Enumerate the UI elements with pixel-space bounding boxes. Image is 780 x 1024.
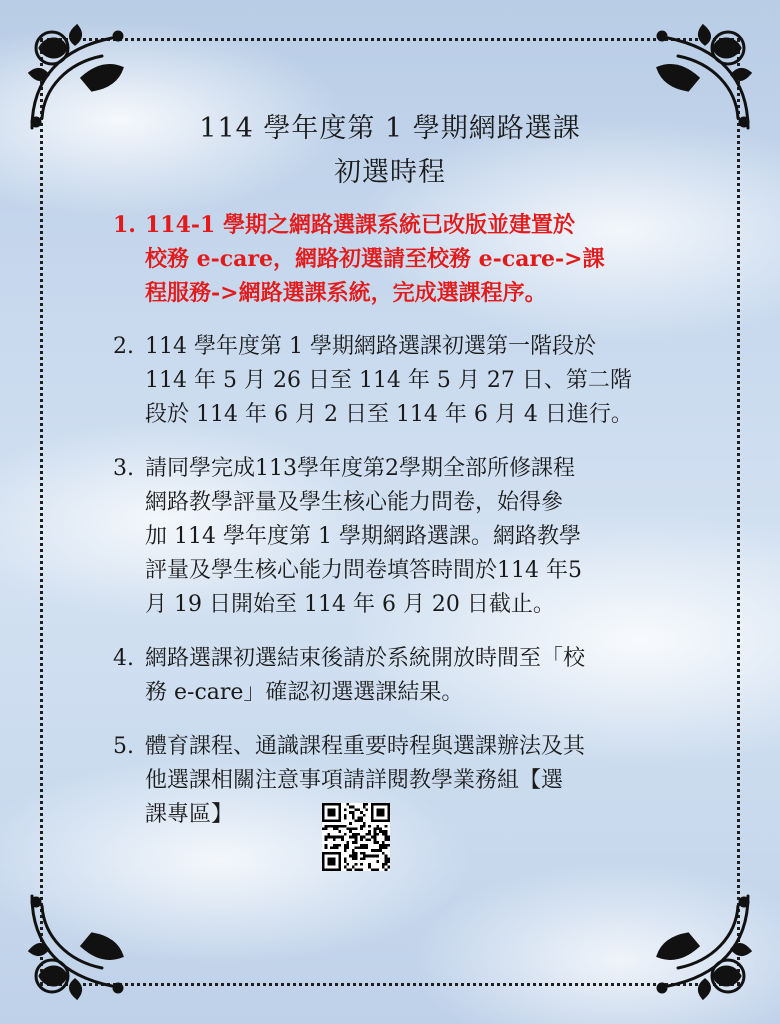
page-title: 114 學年度第 1 學期網路選課 bbox=[199, 113, 581, 144]
notice-item-4 bbox=[113, 642, 673, 710]
ornamental-corner-icon bbox=[638, 886, 758, 1006]
page-subtitle: 初選時程 bbox=[334, 157, 446, 188]
item-line: 評量及學生核心能力問卷填答時間於114 年5 bbox=[145, 558, 582, 583]
notice-item-2 bbox=[113, 330, 673, 432]
item-line: 校務 e-care，網路初選請至校務 e-care->課 bbox=[145, 246, 605, 272]
item-line: 請同學完成113學年度第2學期全部所修課程 bbox=[145, 456, 575, 481]
item-number: 5. bbox=[113, 734, 134, 759]
notice-item-3 bbox=[113, 452, 673, 622]
item-line: 114 年 5 月 26 日至 114 年 5 月 27 日、第二階 bbox=[145, 368, 632, 393]
item-number: 1. bbox=[113, 212, 136, 238]
item-line: 月 19 日開始至 114 年 6 月 20 日截止。 bbox=[145, 592, 555, 617]
item-line: 114-1 學期之網路選課系統已改版並建置於 bbox=[145, 212, 576, 238]
item-line: 114 學年度第 1 學期網路選課初選第一階段於 bbox=[145, 334, 596, 359]
item-number: 2. bbox=[113, 334, 134, 359]
item-line: 課專區】 bbox=[145, 802, 234, 827]
notice-item-1 bbox=[113, 208, 673, 310]
item-line: 他選課相關注意事項請詳閱教學業務組【選 bbox=[145, 768, 564, 793]
ornamental-corner-icon bbox=[22, 886, 142, 1006]
item-line: 務 e-care」確認初選選課結果。 bbox=[145, 680, 464, 705]
item-line: 程服務->網路選課系統，完成選課程序。 bbox=[145, 280, 547, 306]
item-line: 體育課程、通識課程重要時程與選課辦法及其 bbox=[145, 734, 586, 759]
item-line: 網路選課初選結束後請於系統開放時間至「校 bbox=[145, 646, 586, 671]
item-number: 3. bbox=[113, 456, 134, 481]
item-line: 網路教學評量及學生核心能力問卷，始得參 bbox=[145, 490, 564, 515]
item-line: 加 114 學年度第 1 學期網路選課。網路教學 bbox=[145, 524, 581, 549]
notice-list bbox=[113, 208, 673, 852]
item-number: 4. bbox=[113, 646, 134, 671]
notice-item-5 bbox=[113, 730, 673, 832]
qr-code-icon[interactable] bbox=[322, 803, 390, 871]
item-line: 段於 114 年 6 月 2 日至 114 年 6 月 4 日進行。 bbox=[145, 402, 633, 427]
